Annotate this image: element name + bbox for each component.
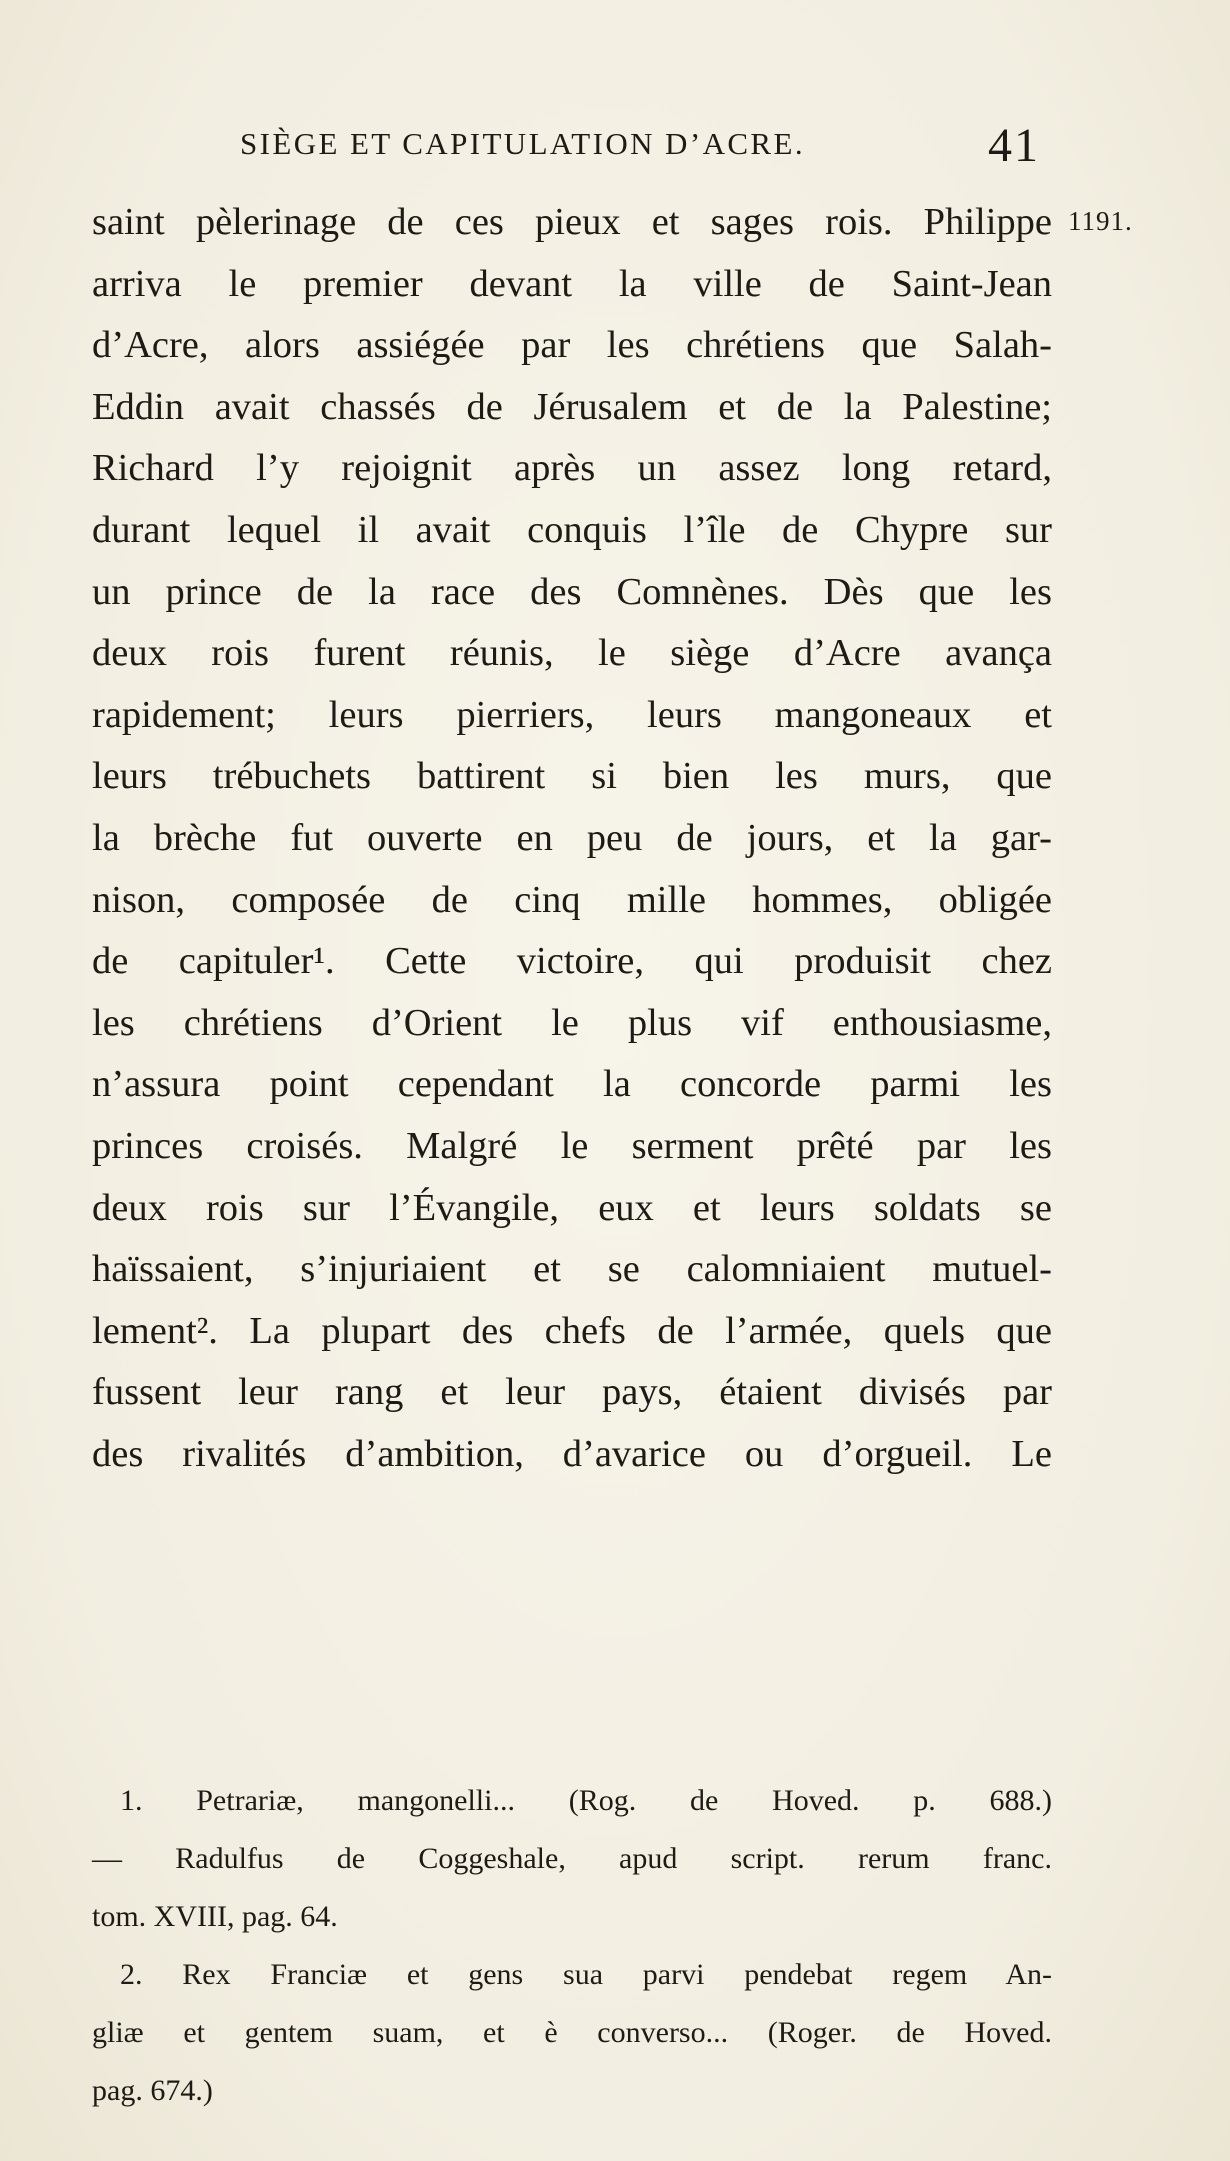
body-line: haïssaient, s’injuriaient et se calomniaient mutuel-	[92, 1248, 1052, 1291]
footnote-line: 1. Petrariæ, mangonelli... (Rog. de Hoved. p. 688.)	[120, 1784, 1052, 1817]
body-line: fussent leur rang et leur pays, étaient divisés par	[92, 1371, 1052, 1414]
body-line: des rivalités d’ambition, d’avarice ou d’orgueil. Le	[92, 1432, 1052, 1475]
footnote-line: pag. 674.)	[92, 2074, 213, 2107]
body-line: lement². La plupart des chefs de l’armée, quels que	[92, 1309, 1052, 1352]
body-line: n’assura point cependant la concorde parmi les	[92, 1063, 1052, 1106]
page-number: 41	[988, 119, 1040, 172]
body-line: princes croisés. Malgré le serment prêté par les	[92, 1124, 1052, 1167]
body-line: Eddin avait chassés de Jérusalem et de la Palestine;	[92, 385, 1052, 428]
body-line: rapidement; leurs pierriers, leurs mangoneaux et	[92, 693, 1052, 736]
footnote-2	[92, 1946, 1052, 2120]
footnote-line: 2. Rex Franciæ et gens sua parvi pendebat regem An-	[120, 1958, 1052, 1991]
body-line: la brèche fut ouverte en peu de jours, et la gar-	[92, 816, 1052, 859]
body-line: leurs trébuchets battirent si bien les murs, que	[92, 755, 1052, 798]
body-line: un prince de la race des Comnènes. Dès que les	[92, 570, 1052, 613]
body-line: Richard l’y rejoignit après un assez long retard,	[92, 447, 1052, 490]
body-line: arriva le premier devant la ville de Saint-Jean	[92, 262, 1052, 305]
footnote-line: tom. XVIII, pag. 64.	[92, 1900, 338, 1933]
body-line: d’Acre, alors assiégée par les chrétiens que Salah-	[92, 324, 1052, 367]
footnote-line: gliæ et gentem suam, et è converso... (Roger. de Hoved.	[92, 2016, 1052, 2049]
body-line: deux rois furent réunis, le siège d’Acre avança	[92, 632, 1052, 675]
body-line: nison, composée de cinq mille hommes, obligée	[92, 878, 1052, 921]
body-text	[92, 192, 1052, 1485]
body-line: deux rois sur l’Évangile, eux et leurs soldats se	[92, 1186, 1052, 1229]
body-line: de capituler¹. Cette victoire, qui produisit chez	[92, 940, 1052, 983]
body-line: saint pèlerinage de ces pieux et sages rois. Philippe	[92, 201, 1052, 243]
body-line: les chrétiens d’Orient le plus vif enthousiasme,	[92, 1001, 1052, 1044]
body-line: durant lequel il avait conquis l’île de Chypre sur	[92, 508, 1052, 551]
margin-year-note: 1191.	[1068, 206, 1133, 236]
running-head	[240, 118, 1040, 178]
running-title: SIÈGE ET CAPITULATION D’ACRE.	[240, 126, 805, 161]
footnote-line: — Radulfus de Coggeshale, apud script. rerum franc.	[92, 1842, 1052, 1875]
footnote-1	[92, 1772, 1052, 1946]
footnotes	[92, 1772, 1052, 2120]
